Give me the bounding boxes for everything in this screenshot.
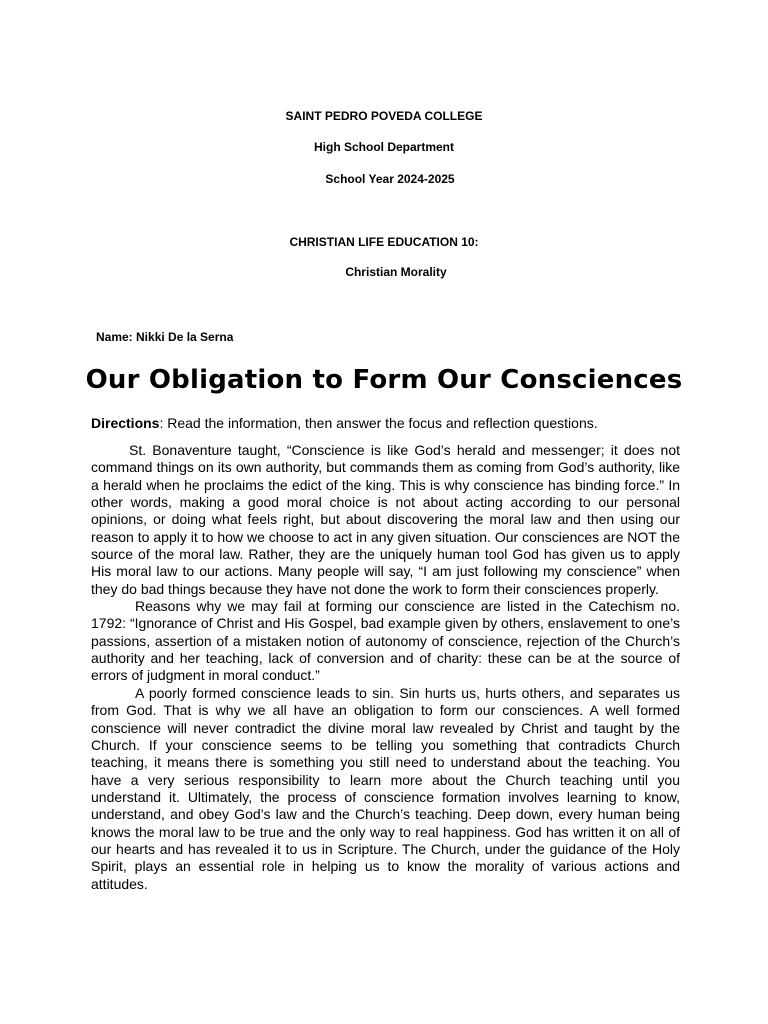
school-year: School Year 2024-2025 [325, 172, 455, 186]
body-text [91, 442, 680, 893]
school-name: SAINT PEDRO POVEDA COLLEGE [285, 109, 483, 123]
directions-text: : Read the information, then answer the focus and reflection questions. [159, 415, 598, 431]
course-title: CHRISTIAN LIFE EDUCATION 10: [289, 235, 479, 249]
paragraph: A poorly formed conscience leads to sin. Sin hurts us, hurts others, and separates us from God. That is why we all have an obligation to form our consciences. A well formed conscience will never contradict the divine moral law revealed by Christ and taught by the Church. If your conscience seems to be telling you something that contradicts Church teaching, it means there is something you still need to understand about the teaching. You have a very serious responsibility to learn more about the Church teaching until you understand it. Ultimately, the process of conscience formation involves learning to know, understand, and obey God’s law and the Church’s teaching. Deep down, every human being knows the moral law to be true and the only way to real happiness. God has written it on all of our hearts and has revealed it to us in Scripture. The Church, under the guidance of the Holy Spirit, plays an essential role in helping us to know the morality of various actions and attitudes. [91, 684, 680, 892]
directions-label: Directions [91, 415, 160, 431]
paragraph: Reasons why we may fail at forming our conscience are listed in the Catechism no. 1792: “Ignorance of Christ and His Gospel, bad example given by others, enslavement to one’s passions, assertion of a mistaken notion of autonomy of conscience, rejection of the Church’s authority and her teaching, lack of conversion and of charity: these can be at the source of errors of judgment in moral conduct.” [91, 598, 680, 684]
directions [91, 415, 691, 432]
student-name: Name: Nikki De la Serna [96, 330, 234, 344]
department-name: High School Department [313, 140, 454, 154]
subject-title: Christian Morality [345, 265, 447, 279]
page-title: Our Obligation to Form Our Consciences [85, 365, 683, 395]
paragraph: St. Bonaventure taught, “Conscience is like God’s herald and messenger; it does not command things on its own authority, but commands them as coming from God’s authority, like a herald when he proclaims the edict of the king. This is why conscience has binding force.” In other words, making a good moral choice is not about acting according to our personal opinions, or doing what feels right, but about discovering the moral law and then using our reason to apply it to how we choose to act in any given situation. Our consciences are NOT the source of the moral law. Rather, they are the uniquely human tool God has given us to apply His moral law to our actions. Many people will say, “I am just following my conscience” when they do bad things because they have not done the work to form their consciences properly. [91, 442, 680, 597]
